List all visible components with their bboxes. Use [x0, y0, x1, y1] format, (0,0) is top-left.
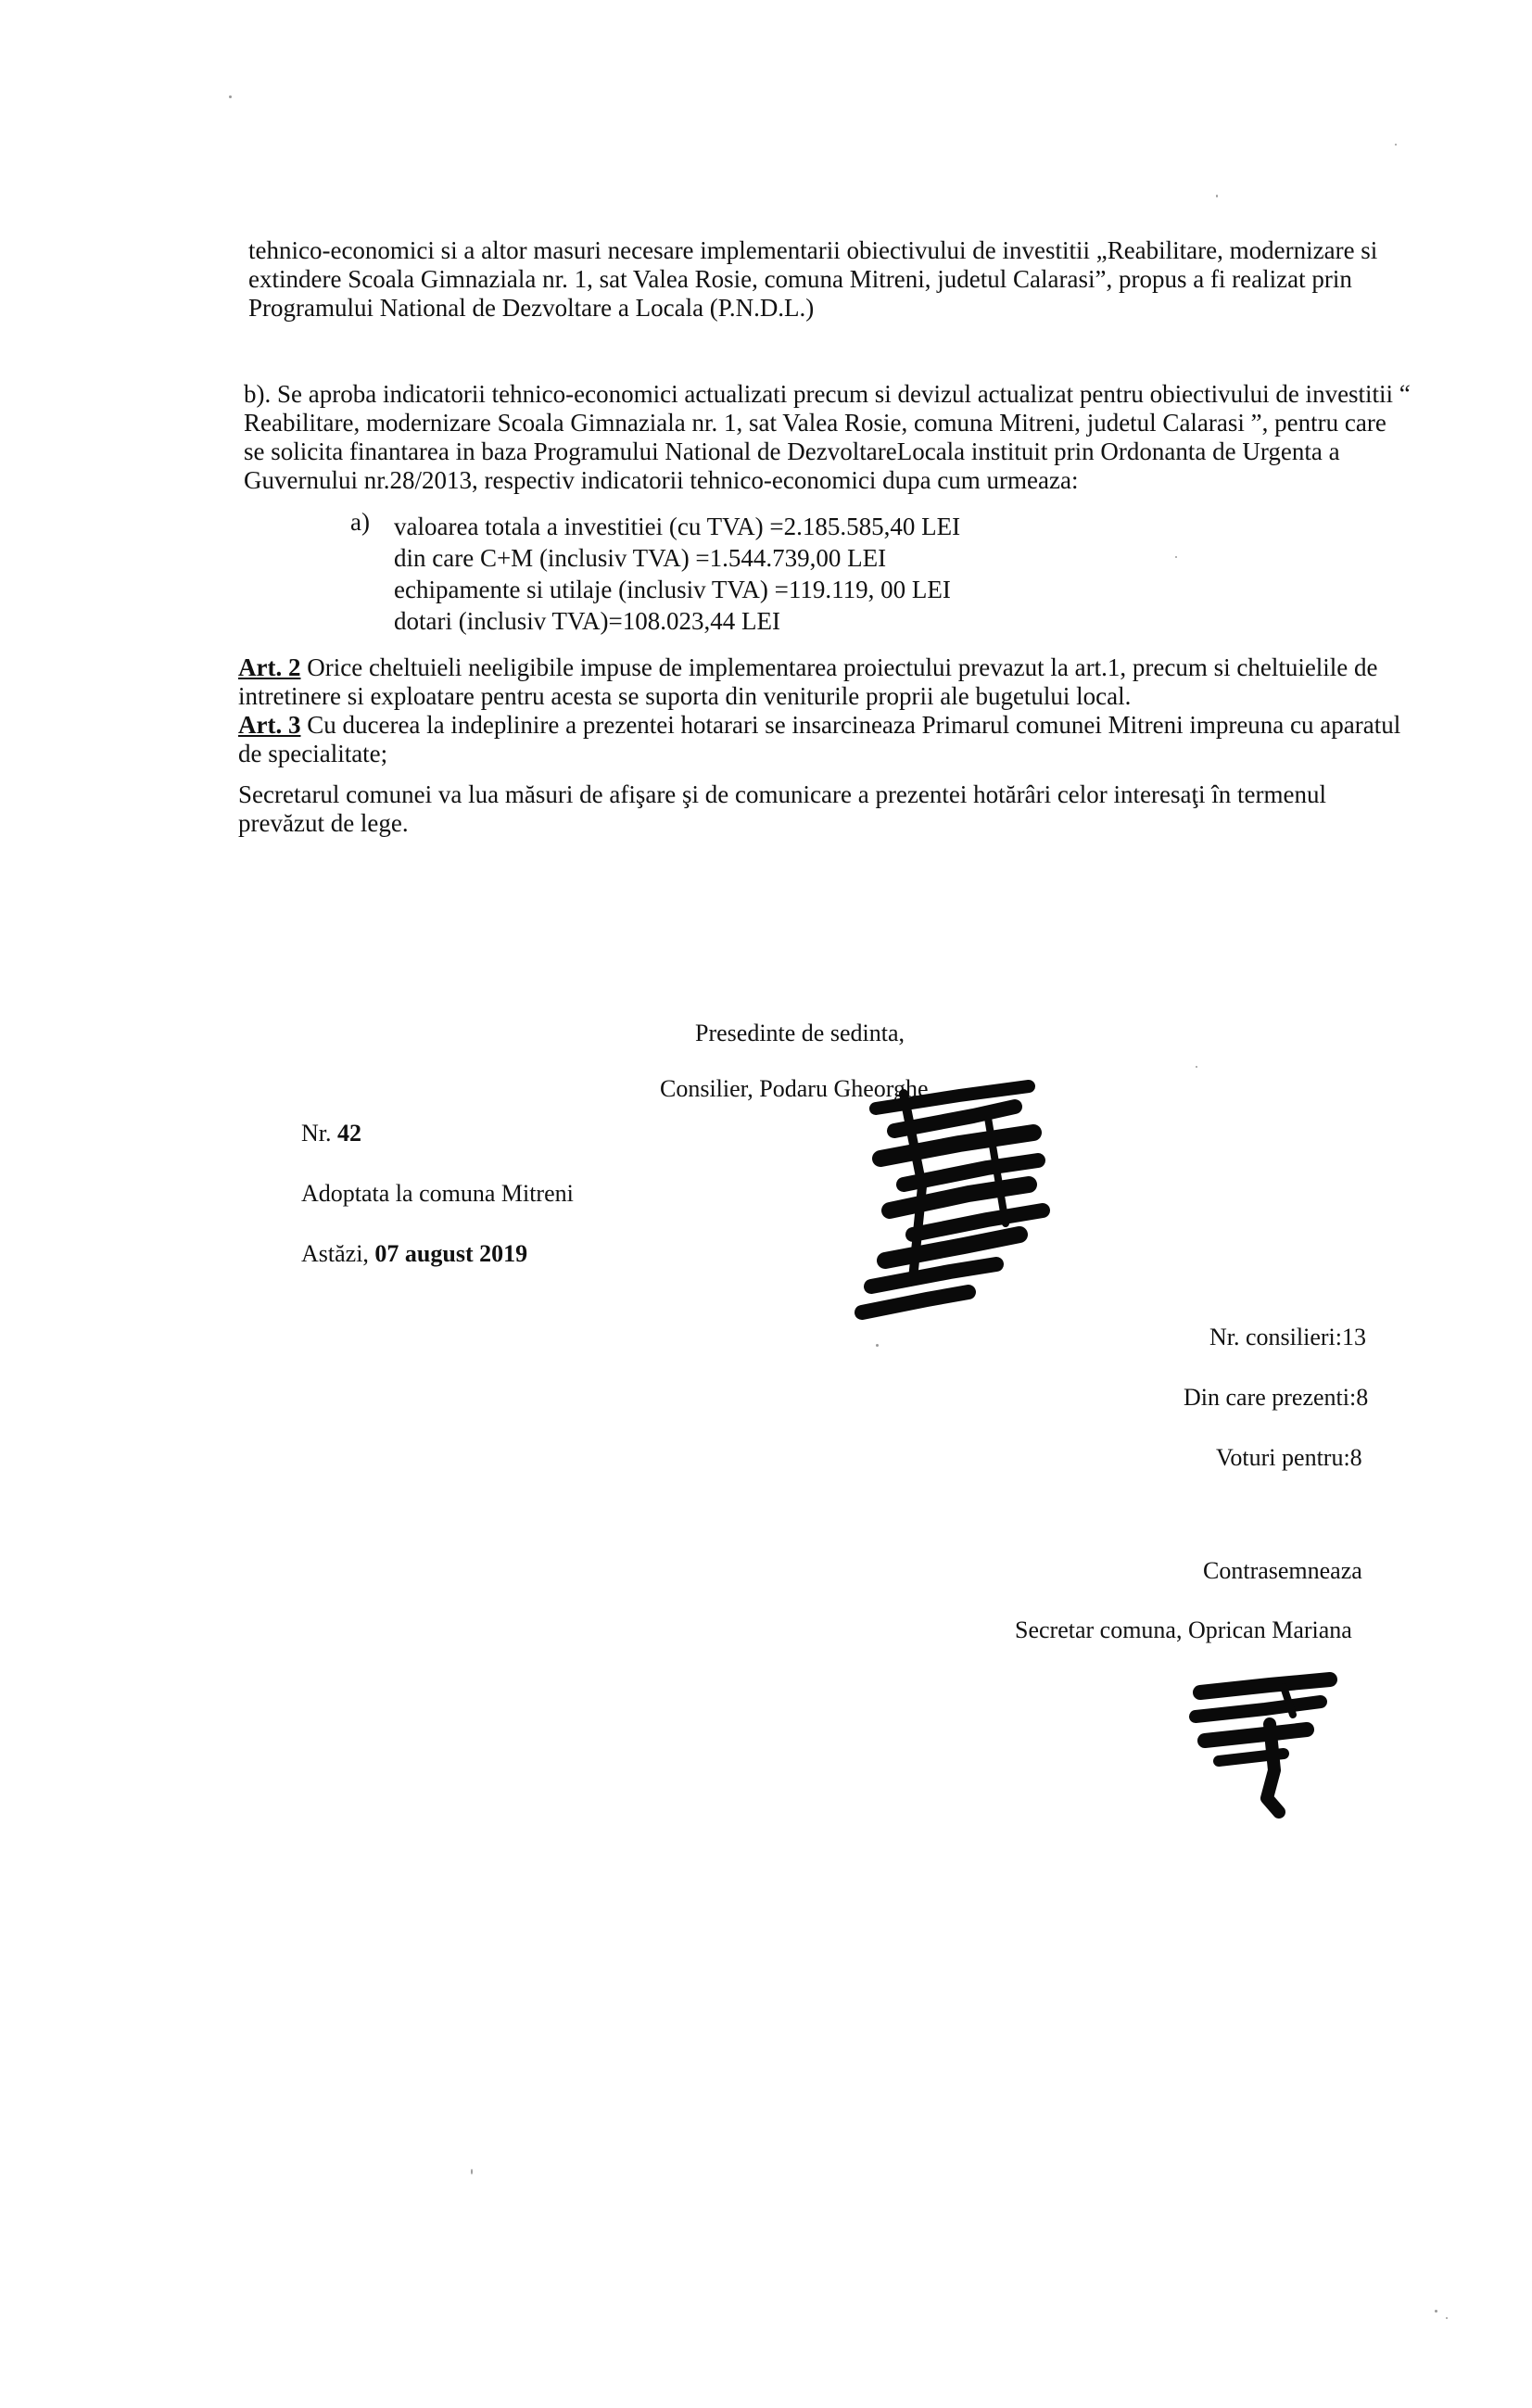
indicator-item: din care C+M (inclusiv TVA) =1.544.739,00 LEI	[394, 544, 887, 572]
paragraph-line: prevăzut de lege.	[238, 809, 409, 837]
scan-speck	[471, 2169, 473, 2174]
countersign-name: Secretar comuna, Oprican Mariana	[1015, 1616, 1352, 1643]
item-marker: a)	[350, 508, 370, 536]
article-2-text-line: intretinere si exploatare pentru acesta se suporta din veniturile proprii ale bugetului local.	[238, 682, 1132, 710]
scan-speck	[1395, 144, 1397, 146]
article-2-text: Orice cheltuieli neeligibile impuse de implementarea proiectului prevazut la art.1, precum si cheltuielile de	[300, 653, 1378, 681]
indicator-item: echipamente si utilaje (inclusiv TVA) =119.119, 00 LEI	[394, 576, 951, 603]
councilors-count: Nr. consilieri:13	[1209, 1324, 1366, 1350]
scan-speck	[1446, 2317, 1448, 2319]
article-3-text: Cu ducerea la indeplinire a prezentei hotarari se insarcineaza Primarul comunei Mitreni impreuna cu aparatul	[300, 711, 1401, 739]
article-3	[238, 711, 1417, 768]
decision-date-value: 07 august 2019	[374, 1240, 528, 1267]
president-name: Consilier, Podaru Gheorghe	[660, 1075, 929, 1102]
paragraph-line: tehnico-economici si a altor masuri necesare implementarii obiectivului de investitii „Reabilitare, modernizare si	[248, 236, 1378, 264]
paragraph-line: b). Se aproba indicatorii tehnico-economici actualizati precum si devizul actualizat pentru obiectivului de investitii “	[244, 380, 1411, 408]
article-3-text-line: de specialitate;	[238, 740, 388, 767]
scan-speck	[229, 95, 232, 98]
secretary-paragraph	[238, 780, 1424, 838]
article-2	[238, 653, 1417, 711]
president-title: Presedinte de sedinta,	[695, 1020, 905, 1046]
indicator-item: valoarea totala a investitiei (cu TVA) =2.185.585,40 LEI	[394, 513, 961, 540]
scan-speck	[1175, 556, 1177, 558]
votes-for: Voturi pentru:8	[1216, 1444, 1362, 1471]
indicator-item: dotari (inclusiv TVA)=108.023,44 LEI	[394, 607, 780, 635]
article-3-label: Art. 3	[238, 711, 301, 739]
countersign-title: Contrasemneaza	[1203, 1557, 1362, 1584]
decision-number-value: 42	[337, 1120, 361, 1147]
paragraph-b	[244, 380, 1416, 495]
paragraph-line: se solicita finantarea in baza Programului National de DezvoltareLocala instituit prin Ordonanta de Urgenta a	[244, 437, 1340, 465]
paragraph-line: Guvernului nr.28/2013, respectiv indicatorii tehnico-economici dupa cum urmeaza:	[244, 466, 1079, 494]
article-2-label: Art. 2	[238, 653, 301, 681]
redacted-signature-president	[848, 1075, 1057, 1339]
paragraph-line: Programului National de Dezvoltare a Locala (P.N.D.L.)	[248, 294, 815, 322]
paragraph-line: Reabilitare, modernizare Scoala Gimnaziala nr. 1, sat Valea Rosie, comuna Mitreni, judetul Calarasi ”, pentru care	[244, 409, 1386, 437]
councilors-present: Din care prezenti:8	[1184, 1384, 1369, 1411]
paragraph-line: Secretarul comunei va lua măsuri de afişare şi de comunicare a prezentei hotărâri celor interesaţi în termenul	[238, 780, 1326, 808]
scan-speck	[1216, 195, 1218, 197]
decision-number	[301, 1120, 361, 1147]
redacted-signature-secretary	[1182, 1668, 1344, 1821]
scan-speck	[1435, 2310, 1437, 2313]
scan-speck	[876, 1344, 879, 1347]
scan-speck	[1196, 1066, 1197, 1068]
paragraph-line: extindere Scoala Gimnaziala nr. 1, sat Valea Rosie, comuna Mitreni, judetul Calarasi”, propus a fi realizat prin	[248, 265, 1352, 293]
indicator-list	[394, 513, 960, 636]
decision-date	[301, 1240, 527, 1268]
decision-number-label: Nr.	[301, 1120, 337, 1147]
decision-date-label: Astăzi,	[301, 1240, 375, 1267]
intro-paragraph	[248, 236, 1414, 323]
adopted-location: Adoptata la comuna Mitreni	[301, 1180, 574, 1207]
